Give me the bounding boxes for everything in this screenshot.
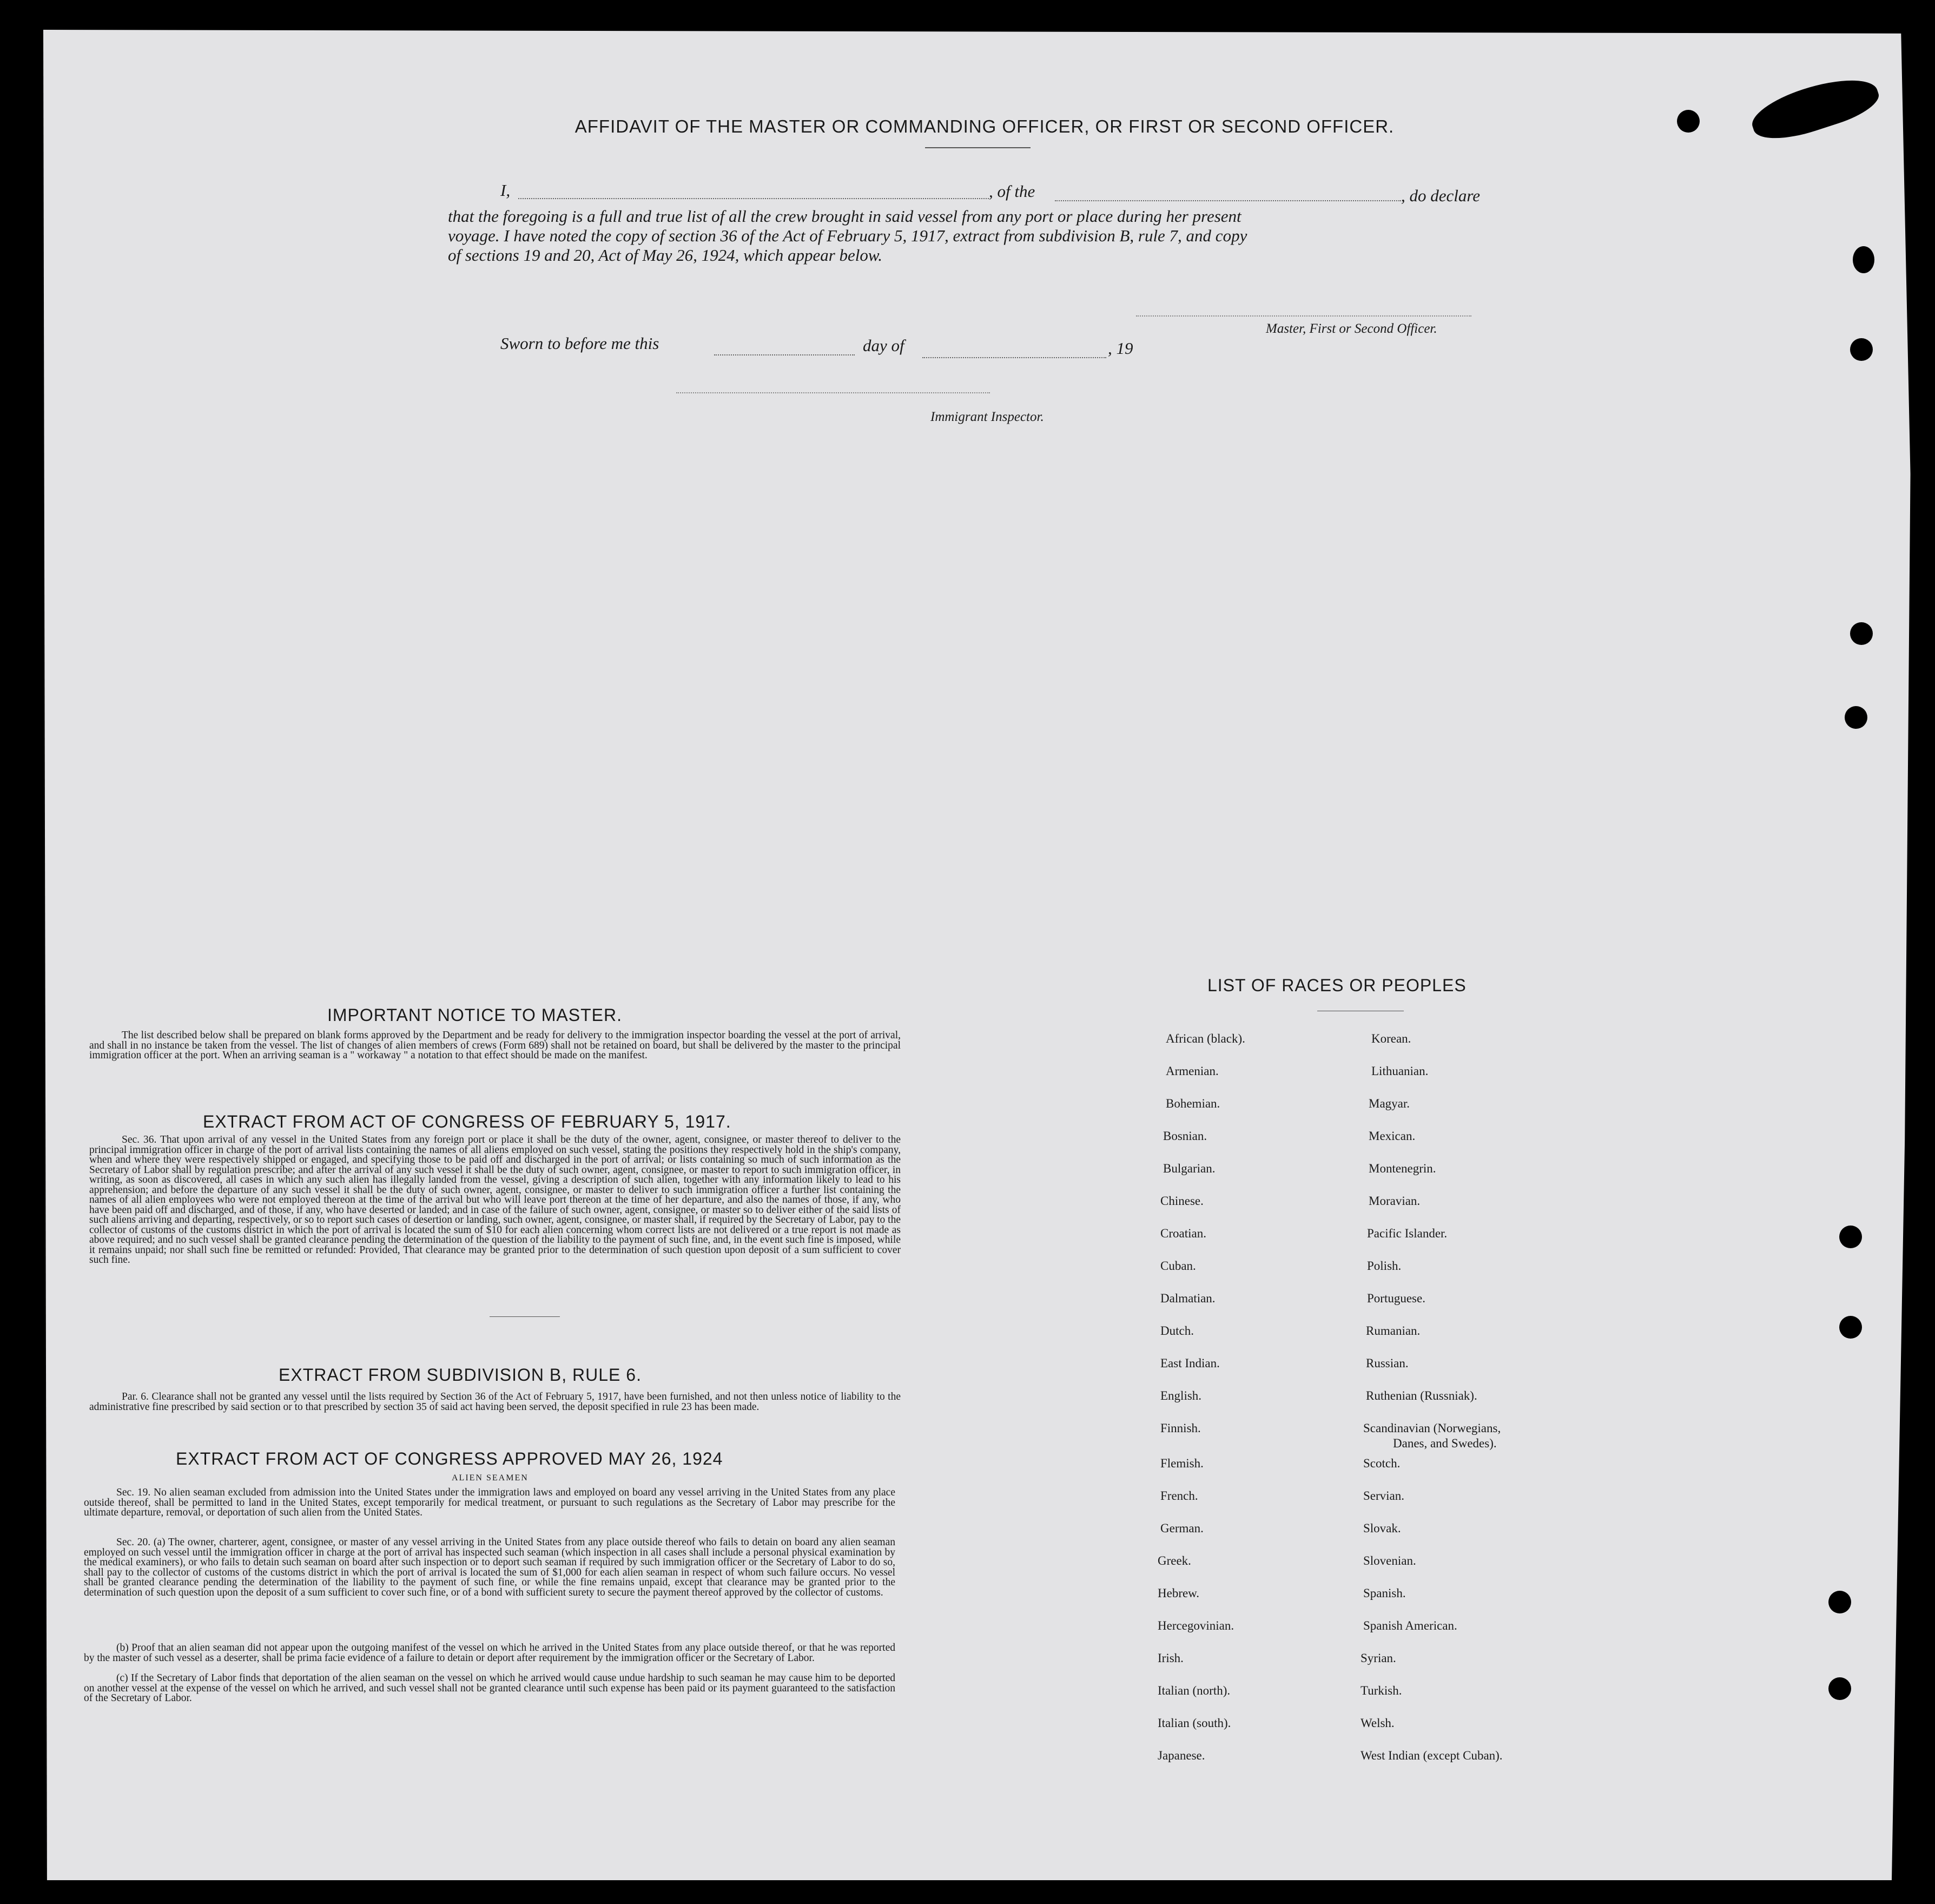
ink-blot (1853, 246, 1874, 273)
races-title: LIST OF RACES OR PEOPLES (1207, 976, 1467, 995)
year-label: , 19 (1108, 339, 1133, 358)
race-item: Bulgarian. (1163, 1162, 1216, 1175)
race-item: Servian. (1363, 1489, 1405, 1503)
race-item: Magyar. (1369, 1097, 1410, 1110)
race-item: Montenegrin. (1369, 1162, 1436, 1175)
race-item: Scandinavian (Norwegians, (1363, 1421, 1501, 1435)
extract-1917-text: Sec. 36. That upon arrival of any vessel in the United States from any foreign port or place it shall be the duty of the owner, agent, consignee, or master thereof to deliver to the principal immigration officer in charge of the port of arrival lists containing the names of all aliens employed on such vessel, stating the positions they respectively hold in the ship's company, when and where they were respectively shipped or engaged, and specifying those to be paid off and discharged in the port of arrival; or lists containing so much of such information as the Secretary of Labor shall by regulation prescribe; and after the arrival of any such vessel it shall be the duty of such owner, agent, consignee, or master to report to such immigration officer, in writing, as soon as discovered, all cases in which any such alien has illegally landed from the vessel, giving a description of such alien, together with any information likely to lead to his apprehension; and before the departure of any such vessel it shall be the duty of such owner, agent, consignee, or master to deliver to such immigration officer a further list containing the names of all alien employees who were not employed thereon at the time of the arrival but who will leave port thereon at the time of her departure, and also the names of those, if any, who have been paid off and discharged, and of those, if any, who have deserted or landed; and in case of the failure of such owner, agent, consignee, or master so to deliver either of the said lists of such aliens arriving and departing, respectively, or so to report such cases of desertion or landing, such owner, agent, consignee, or master shall, if required by the Secretary of Labor, pay to the collector of customs of the customs district in which the port of arrival is located the sum of $10 for each alien concerning whom correct lists are not delivered or a true report is not made as above required; and no such vessel shall be granted clearance pending the determination of the question of the liability to the payment of such fine, and, in the event such fine is imposed, while it remains unpaid; nor shall such fine be remitted or refunded: Provided, That clearance may be granted prior to the determination of such question upon deposit of a sum sufficient to cover such fine. (89, 1134, 901, 1266)
race-item: Russian. (1366, 1356, 1409, 1370)
race-item: Turkish. (1361, 1684, 1402, 1697)
binder-hole (1839, 1226, 1862, 1248)
extract-1924-subtitle: ALIEN SEAMEN (452, 1473, 529, 1483)
race-item: Japanese. (1158, 1749, 1205, 1762)
sec-20c-text: (c) If the Secretary of Labor finds that deportation of the alien seaman on the vessel on which he arrived would cause undue hardship to such seaman he may cause him to be deported on another vessel at the expense of the vessel on which he arrived, and such vessel shall not be granted clearance until such expense has been paid or its payment guaranteed to the satisfaction of the Secretary of Labor. (84, 1672, 895, 1704)
affidavit-of-the-label: , of the (989, 182, 1035, 201)
affidavit-line-2: that the foregoing is a full and true list of all the crew brought in said vessel from any port or place during her present (448, 207, 1241, 226)
notice-text: The list described below shall be prepared on blank forms approved by the Department and be ready for delivery to the immigration inspector boarding the vessel at the port of arrival, and shall in no instance be taken from the vessel. The list of changes of alien members of crews (Form 689) shall not be retained on board, but shall be delivered by the master to the principal immigration officer at the port. When an arriving seaman is a " workaway " a notation to that effect should be made on the manifest. (89, 1030, 901, 1061)
race-item: African (black). (1166, 1032, 1245, 1045)
race-item: German. (1160, 1521, 1204, 1535)
title-divider (925, 147, 1031, 148)
race-item: Slovak. (1363, 1521, 1401, 1535)
race-item: Ruthenian (Russniak). (1366, 1389, 1477, 1402)
race-item: Mexican. (1369, 1129, 1416, 1143)
race-item: Moravian. (1369, 1194, 1421, 1208)
race-item: Slovenian. (1363, 1554, 1416, 1567)
race-item: Lithuanian. (1371, 1064, 1429, 1078)
race-item: Italian (north). (1158, 1684, 1231, 1697)
sec-20b-text: (b) Proof that an alien seaman did not appear upon the outgoing manifest of the vessel on which he arrived in the United States from any place outside thereof, or that he was reported by the master of such vessel as a deserter, shall be prima facie evidence of a failure to detain or deport after requirement by the immigration officer or the Secretary of Labor. (84, 1642, 895, 1664)
binder-hole (1850, 338, 1873, 361)
sworn-month-blank[interactable] (922, 357, 1106, 358)
binder-hole (1850, 622, 1873, 645)
inspector-signature-label: Immigrant Inspector. (930, 410, 1044, 424)
race-item: West Indian (except Cuban). (1361, 1749, 1503, 1762)
day-of-label: day of (863, 336, 904, 355)
extract-1924-title: EXTRACT FROM ACT OF CONGRESS APPROVED MAY 26, 1924 (176, 1449, 723, 1468)
race-item: Dalmatian. (1160, 1292, 1216, 1305)
inspector-signature-line[interactable] (676, 392, 990, 393)
sec-19-text: Sec. 19. No alien seaman excluded from admission into the United States under the immigration laws and employed on board any vessel arriving in the United States from any place outside thereof, shall be permitted to land in the United States, except temporarily for medical treatment, or pursuant to such regulations as the Secretary of Labor may prescribe for the ultimate departure, removal, or deportation of such alien from the United States. (84, 1487, 895, 1518)
rule-6-text: Par. 6. Clearance shall not be granted any vessel until the lists required by Section 36 of the Act of February 5, 1917, have been furnished, and not then unless notice of liability to the administrative fine prescribed by said section or to that prescribed by section 35 of said act having been served, the deposit specified in rule 23 has been made. (89, 1391, 901, 1413)
race-item: Portuguese. (1367, 1292, 1425, 1305)
affidavit-i-label: I, (500, 181, 511, 200)
race-item: French. (1160, 1489, 1198, 1503)
race-item: Italian (south). (1158, 1716, 1231, 1730)
race-item: Welsh. (1361, 1716, 1395, 1730)
binder-hole (1677, 110, 1700, 133)
race-item: Polish. (1367, 1259, 1402, 1273)
race-item: Chinese. (1160, 1194, 1204, 1208)
race-continuation: Danes, and Swedes). (1393, 1437, 1497, 1450)
sec-20a-text: Sec. 20. (a) The owner, charterer, agent, consignee, or master of any vessel arriving in the United States from any place outside thereof who fails to detain on board any alien seaman employed on such vessel until the immigration officer in charge at the port of arrival has inspected such seaman (which inspection in all cases shall include a personal physical examination by the medical examiners), or who fails to detain such seaman on board after such inspection or to deport such seaman if required by such immigration officer or the Secretary of Labor to do so, shall pay to the collector of customs of the customs district in which the port of arrival is located the sum of $1,000 for each alien seaman in respect of whom such failure occurs. No vessel shall be granted clearance pending the determination of the liability to the payment of such fine, or while the fine remains unpaid, except that clearance may be granted prior to the determination of such question upon the deposit of a sum sufficient to cover such fine, or of a bond with sufficient surety to secure the payment thereof approved by the collector of customs. (84, 1537, 895, 1598)
vessel-blank[interactable] (1055, 200, 1401, 201)
race-item: Spanish American. (1363, 1619, 1457, 1632)
name-blank[interactable] (518, 198, 989, 199)
binder-hole (1828, 1677, 1851, 1700)
race-item: Pacific Islander. (1367, 1227, 1448, 1240)
race-item: Armenian. (1166, 1064, 1219, 1078)
master-signature-line[interactable] (1136, 315, 1471, 317)
race-item: East Indian. (1160, 1356, 1220, 1370)
master-signature-label: Master, First or Second Officer. (1266, 321, 1437, 336)
sworn-day-blank[interactable] (714, 354, 855, 355)
binder-hole (1828, 1591, 1851, 1613)
race-item: Flemish. (1160, 1457, 1204, 1470)
race-item: Cuban. (1160, 1259, 1196, 1273)
race-item: Irish. (1158, 1651, 1184, 1665)
extract-1917-title: EXTRACT FROM ACT OF CONGRESS OF FEBRUARY 5, 1917. (203, 1112, 731, 1131)
race-item: Hercegovinian. (1158, 1619, 1234, 1632)
race-item: Rumanian. (1366, 1324, 1421, 1338)
race-item: Finnish. (1160, 1421, 1201, 1435)
section-divider (490, 1316, 560, 1317)
race-item: Syrian. (1361, 1651, 1396, 1665)
affidavit-line-4: of sections 19 and 20, Act of May 26, 1924, which appear below. (448, 246, 883, 265)
document-sheet (43, 30, 1912, 1880)
race-item: Greek. (1158, 1554, 1191, 1567)
race-item: Hebrew. (1158, 1586, 1200, 1600)
affidavit-title: AFFIDAVIT OF THE MASTER OR COMMANDING OFFICER, OR FIRST OR SECOND OFFICER. (574, 116, 1395, 136)
rule-6-title: EXTRACT FROM SUBDIVISION B, RULE 6. (279, 1365, 642, 1385)
notice-title: IMPORTANT NOTICE TO MASTER. (327, 1005, 622, 1025)
race-item: Dutch. (1160, 1324, 1194, 1338)
sworn-label: Sworn to before me this (500, 334, 659, 353)
binder-hole (1845, 706, 1867, 729)
race-item: Spanish. (1363, 1586, 1406, 1600)
affidavit-line-3: voyage. I have noted the copy of section 36 of the Act of February 5, 1917, extract from subdivision B, rule 7, and copy (448, 226, 1247, 245)
race-item: Korean. (1371, 1032, 1411, 1045)
race-item: Scotch. (1363, 1457, 1401, 1470)
race-item: Bosnian. (1163, 1129, 1207, 1143)
race-item: Bohemian. (1166, 1097, 1220, 1110)
affidavit-do-declare-label: , do declare (1401, 186, 1481, 205)
race-item: English. (1160, 1389, 1202, 1402)
race-item: Croatian. (1160, 1227, 1206, 1240)
binder-hole (1839, 1316, 1862, 1339)
